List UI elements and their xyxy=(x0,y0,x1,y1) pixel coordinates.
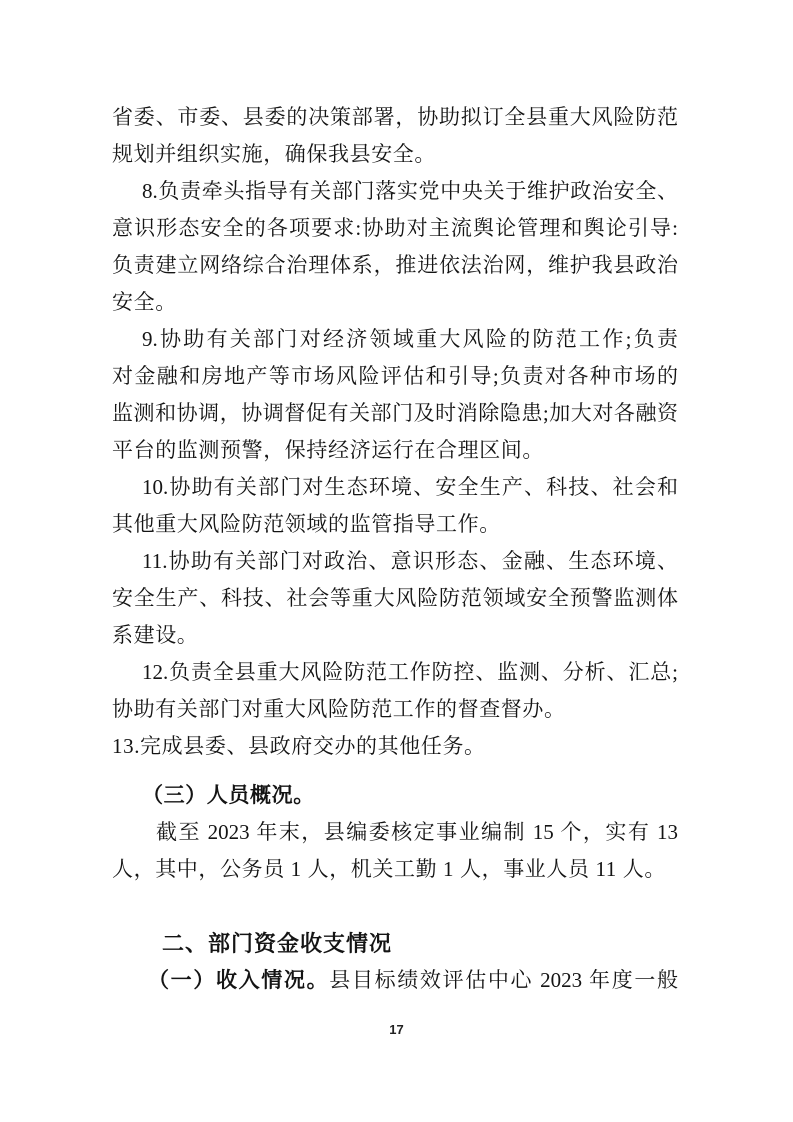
text-line xyxy=(112,395,678,432)
text-run: 9.协助有关部门对经济领域重大风险的防范工作;负责 xyxy=(142,327,678,351)
text-line xyxy=(112,777,678,814)
text-line xyxy=(112,851,678,888)
text-line xyxy=(112,580,678,617)
text-line xyxy=(112,247,678,284)
text-run: 监测和协调，协调督促有关部门及时消除隐患;加大对各融资 xyxy=(112,401,678,425)
text-run: 安全生产、科技、社会等重大风险防范领域安全预警监测体 xyxy=(112,586,678,610)
text-line xyxy=(112,284,678,321)
text-run: 12.负责全县重大风险防范工作防控、监测、分析、汇总; xyxy=(142,660,678,684)
document-body xyxy=(112,99,678,999)
text-line xyxy=(112,617,678,654)
text-run: 截至 2023 年末，县编委核定事业编制 15 个，实有 13 xyxy=(156,820,678,844)
text-run: 县目标绩效评估中心 2023 年度一般 xyxy=(329,968,679,992)
text-run: 13.完成县委、县政府交办的其他任务。 xyxy=(112,734,486,758)
text-line xyxy=(112,925,678,962)
page-number: 17 xyxy=(389,1022,404,1037)
text-run: 人，其中，公务员 1 人，机关工勤 1 人，事业人员 11 人。 xyxy=(112,857,666,881)
text-line xyxy=(112,358,678,395)
text-line xyxy=(112,99,678,136)
text-line xyxy=(112,321,678,358)
text-line xyxy=(112,691,678,728)
text-run: 10.协助有关部门对生态环境、安全生产、科技、社会和 xyxy=(142,475,678,499)
text-run: 意识形态安全的各项要求:协助对主流舆论管理和舆论引导: xyxy=(112,216,678,240)
text-run: 协助有关部门对重大风险防范工作的督查督办。 xyxy=(112,697,566,721)
text-run: 11.协助有关部门对政治、意识形态、金融、生态环境、 xyxy=(142,549,678,573)
text-line xyxy=(112,814,678,851)
text-line xyxy=(112,543,678,580)
text-line xyxy=(112,432,678,469)
text-line xyxy=(112,469,678,506)
text-line xyxy=(112,728,678,765)
text-run: 其他重大风险防范领域的监管指导工作。 xyxy=(112,512,501,536)
text-run: （三）人员概况。 xyxy=(142,783,315,807)
text-line xyxy=(112,962,678,999)
text-line xyxy=(112,506,678,543)
text-run: （一）收入情况。 xyxy=(148,968,330,992)
text-run: 省委、市委、县委的决策部署，协助拟订全县重大风险防范 xyxy=(112,105,678,129)
text-line xyxy=(112,210,678,247)
text-run: 负责建立网络综合治理体系，推进依法治网，维护我县政治 xyxy=(112,253,678,277)
text-run: 8.负责牵头指导有关部门落实党中央关于维护政治安全、 xyxy=(142,179,678,203)
text-line xyxy=(112,654,678,691)
text-line xyxy=(112,136,678,173)
text-run: 规划并组织实施，确保我县安全。 xyxy=(112,142,436,166)
text-run: 安全。 xyxy=(112,290,177,314)
text-run: 平台的监测预警，保持经济运行在合理区间。 xyxy=(112,438,544,462)
text-line xyxy=(112,888,678,925)
text-run: 对金融和房地产等市场风险评估和引导;负责对各种市场的 xyxy=(112,364,678,388)
text-run: 系建设。 xyxy=(112,623,199,647)
text-run: 二、部门资金收支情况 xyxy=(162,931,393,956)
text-line xyxy=(112,173,678,210)
